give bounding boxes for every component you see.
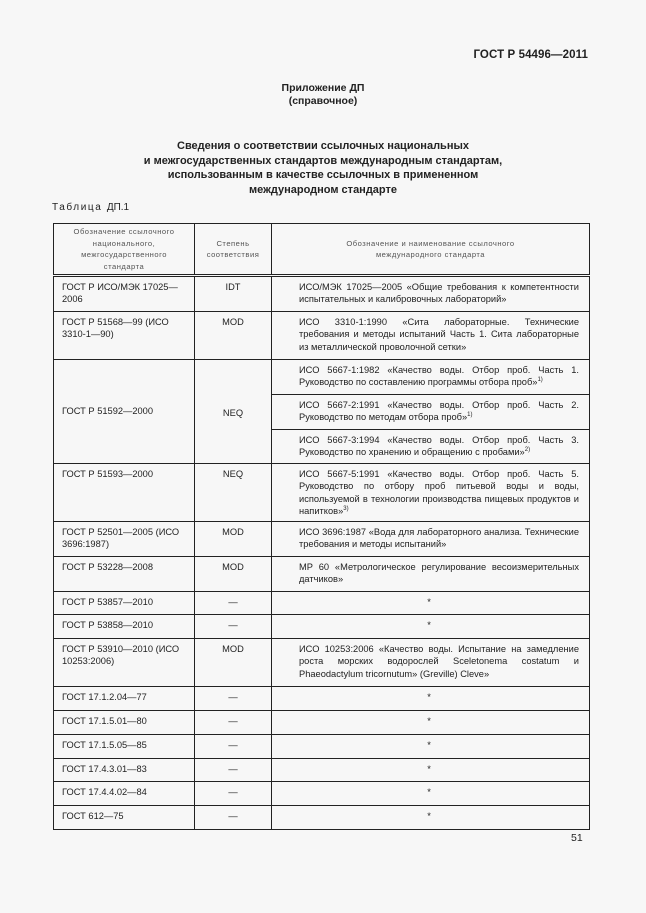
appendix-subtitle: (справочное): [288, 95, 358, 107]
international-standard-text: ИСО 5667-1:1982 «Качество воды. Отбор проб. Часть 1. Руководство по составлению программы отбора проб»: [299, 365, 579, 388]
national-standard-cell: ГОСТ Р ИСО/МЭК 17025—2006: [54, 276, 195, 312]
international-standard-cell: *: [272, 735, 590, 759]
table-header-row: [54, 224, 590, 276]
international-standard-cell: *: [272, 687, 590, 711]
correspondence-table: [53, 223, 590, 830]
degree-cell: —: [195, 806, 272, 830]
international-standard-text: ИСО 5667-3:1994 «Качество воды. Отбор проб. Часть 3. Руководство по хранению и обращению с пробами»: [299, 435, 579, 458]
international-standard-text: ИСО/МЭК 17025—2005 «Общие требования к компетентности испытательных и калибровочных лабораторий»: [299, 282, 579, 305]
table-row: [54, 615, 590, 639]
table-row: [54, 464, 590, 522]
table-row: [54, 557, 590, 592]
international-standard-cell: [272, 430, 590, 464]
table-row: [54, 806, 590, 830]
degree-cell: —: [195, 711, 272, 735]
international-standard-cell: *: [272, 759, 590, 782]
appendix-title: Приложение ДП: [281, 82, 365, 94]
footnote-marker: 1): [467, 412, 473, 419]
international-standard-text: МР 60 «Метрологическое регулирование весоизмерительных датчиков»: [299, 562, 579, 585]
table-row: [54, 711, 590, 735]
international-standard-text: ИСО 5667-5:1991 «Качество воды. Отбор проб. Часть 5. Руководство по отбору проб питьевой воды и воды, используемой в технологии производства пищевых продуктов и напитков»: [299, 469, 579, 516]
international-standard-text: ИСО 5667-2:1991 «Качество воды. Отбор проб. Часть 2. Руководство по методам отбора проб»: [299, 400, 579, 423]
table-caption-prefix: Таблица: [52, 202, 103, 213]
degree-cell: NEQ: [195, 360, 272, 464]
international-standard-cell: [272, 557, 590, 592]
international-standard-cell: *: [272, 782, 590, 806]
national-standard-cell: ГОСТ 17.1.5.01—80: [54, 711, 195, 735]
table-caption: [52, 202, 129, 213]
column-header-national-standard: Обозначение ссылочного национального, межгосударственного стандарта: [54, 224, 195, 276]
degree-cell: —: [195, 782, 272, 806]
national-standard-cell: ГОСТ Р 51593—2000: [54, 464, 195, 522]
national-standard-cell: ГОСТ 612—75: [54, 806, 195, 830]
heading-line: и межгосударственных стандартов международным стандартам,: [143, 154, 503, 167]
national-standard-cell: ГОСТ 17.1.2.04—77: [54, 687, 195, 711]
degree-cell: NEQ: [195, 464, 272, 522]
international-standard-cell: [272, 312, 590, 360]
international-standard-cell: *: [272, 806, 590, 830]
national-standard-cell: ГОСТ Р 53910—2010 (ИСО 10253:2006): [54, 639, 195, 687]
table-row: [54, 687, 590, 711]
national-standard-cell: ГОСТ Р 53858—2010: [54, 615, 195, 639]
degree-cell: —: [195, 615, 272, 639]
international-standard-cell: [272, 276, 590, 312]
table-caption-number: ДП.1: [106, 202, 130, 213]
column-header-degree: Степень соответствия: [195, 224, 272, 276]
column-header-international-standard: Обозначение и наименование ссылочного международного стандарта: [272, 224, 590, 276]
heading-line: международном стандарте: [248, 183, 398, 196]
document-code: ГОСТ Р 54496—2011: [473, 49, 588, 61]
footnote-marker: 1): [537, 377, 543, 384]
table-row: [54, 276, 590, 312]
international-standard-cell: *: [272, 711, 590, 735]
national-standard-cell: ГОСТ 17.4.3.01—83: [54, 759, 195, 782]
heading-line: использованным в качестве ссылочных в примененном: [167, 169, 479, 181]
international-standard-cell: [272, 639, 590, 687]
table-row: [54, 759, 590, 782]
national-standard-cell: ГОСТ 17.4.4.02—84: [54, 782, 195, 806]
national-standard-cell: ГОСТ 17.1.5.05—85: [54, 735, 195, 759]
degree-cell: —: [195, 759, 272, 782]
page-number: 51: [571, 832, 583, 844]
international-standard-cell: [272, 395, 590, 430]
table-row: [54, 522, 590, 557]
table-row: [54, 360, 590, 395]
degree-cell: MOD: [195, 557, 272, 592]
degree-cell: MOD: [195, 312, 272, 360]
international-standard-text: ИСО 3696:1987 «Вода для лабораторного анализа. Технические требования и методы испытаний»: [299, 527, 579, 550]
degree-cell: MOD: [195, 522, 272, 557]
international-standard-cell: [272, 522, 590, 557]
degree-cell: —: [195, 592, 272, 615]
national-standard-cell: ГОСТ Р 51592—2000: [54, 360, 195, 464]
international-standard-cell: [272, 464, 590, 522]
degree-cell: MOD: [195, 639, 272, 687]
table-row: [54, 782, 590, 806]
international-standard-text: ИСО 3310-1:1990 «Сита лабораторные. Технические требования и методы испытаний Часть 1. Сита лабораторные из металлической проволочной сетки»: [299, 317, 579, 352]
table-row: [54, 312, 590, 360]
international-standard-cell: *: [272, 592, 590, 615]
table-row: [54, 592, 590, 615]
table-row: [54, 639, 590, 687]
footnote-marker: 2): [524, 447, 531, 454]
national-standard-cell: ГОСТ Р 52501—2005 (ИСО 3696:1987): [54, 522, 195, 557]
international-standard-text: ИСО 10253:2006 «Качество воды. Испытание на замедление роста морских водорослей Sceletonema costatum и Phaeodactylum tricornutum» (Greville) Cleve»: [299, 644, 579, 679]
heading-line: Сведения о соответствии ссылочных национальных: [177, 140, 469, 152]
footnote-marker: 3): [343, 505, 349, 512]
international-standard-cell: [272, 360, 590, 395]
appendix-title-block: [0, 82, 646, 108]
national-standard-cell: ГОСТ Р 51568—99 (ИСО 3310-1—90): [54, 312, 195, 360]
national-standard-cell: ГОСТ Р 53857—2010: [54, 592, 195, 615]
international-standard-cell: *: [272, 615, 590, 639]
degree-cell: —: [195, 687, 272, 711]
degree-cell: —: [195, 735, 272, 759]
table-row: [54, 735, 590, 759]
national-standard-cell: ГОСТ Р 53228—2008: [54, 557, 195, 592]
section-heading: [0, 139, 646, 197]
degree-cell: IDT: [195, 276, 272, 312]
